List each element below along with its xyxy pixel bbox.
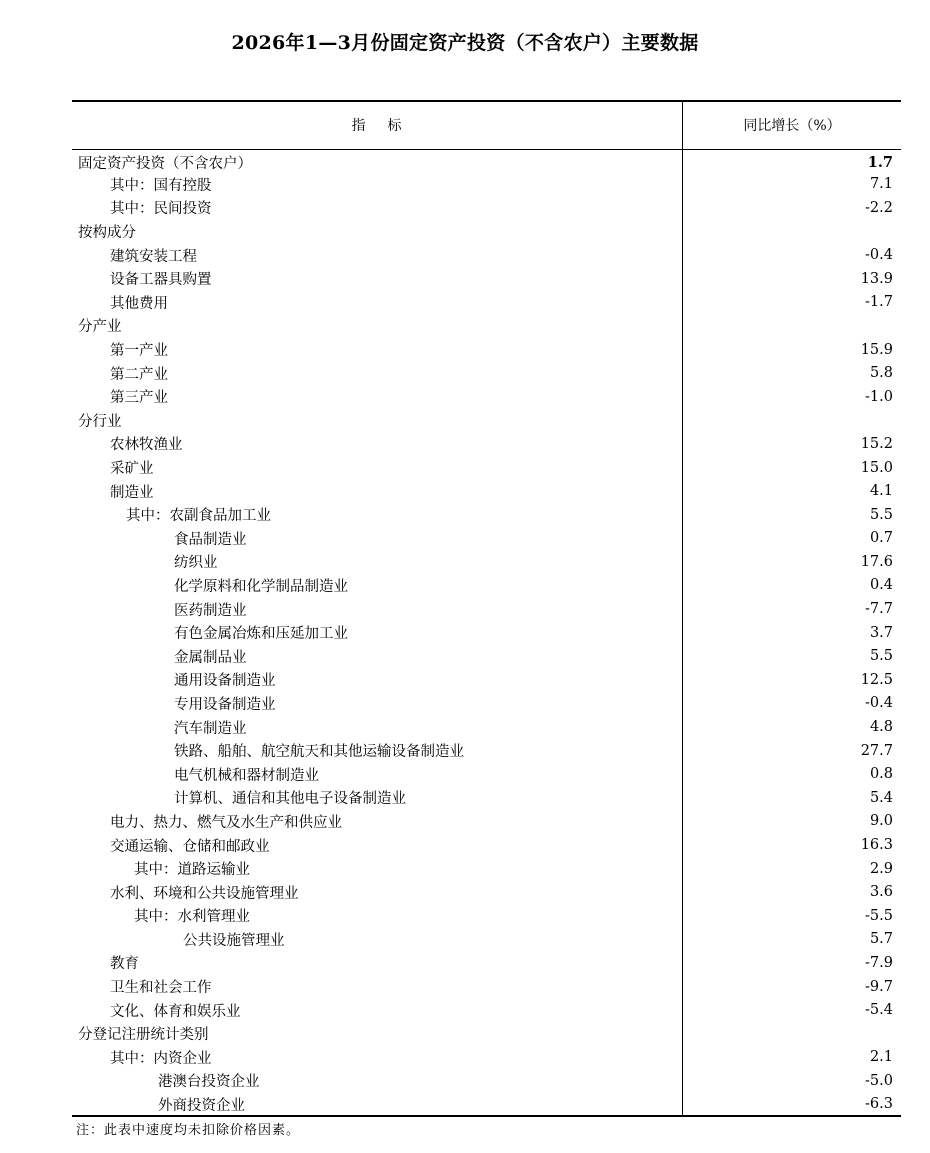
table-row bbox=[72, 338, 901, 362]
table-row bbox=[72, 1069, 901, 1093]
table-row bbox=[72, 1093, 901, 1117]
table-row bbox=[72, 149, 901, 173]
row-value: -0.4 bbox=[865, 247, 893, 264]
row-label: 第一产业 bbox=[72, 338, 683, 362]
table-row bbox=[72, 880, 901, 904]
table-row bbox=[72, 644, 901, 668]
row-label: 其中：国有控股 bbox=[72, 173, 683, 197]
table-row bbox=[72, 527, 901, 551]
row-value: 0.8 bbox=[869, 766, 893, 783]
table-row bbox=[72, 267, 901, 291]
row-value: -5.5 bbox=[865, 907, 893, 924]
table-row bbox=[72, 432, 901, 456]
row-label: 化学原料和化学制品制造业 bbox=[72, 574, 683, 598]
table-row bbox=[72, 951, 901, 975]
row-label: 分登记注册统计类别 bbox=[72, 1022, 683, 1046]
row-value: 5.5 bbox=[869, 506, 893, 523]
table-row bbox=[72, 220, 901, 244]
row-value: 15.9 bbox=[860, 341, 893, 358]
row-value: 4.1 bbox=[869, 483, 893, 500]
table-row bbox=[72, 409, 901, 433]
row-label: 卫生和社会工作 bbox=[72, 975, 683, 999]
row-label: 食品制造业 bbox=[72, 527, 683, 551]
table-row bbox=[72, 243, 901, 267]
row-value: 13.9 bbox=[860, 270, 893, 287]
row-label: 其中：农副食品加工业 bbox=[72, 503, 683, 527]
table-row bbox=[72, 314, 901, 338]
data-table bbox=[72, 100, 893, 1117]
row-label: 水利、环境和公共设施管理业 bbox=[72, 880, 683, 904]
row-value bbox=[683, 409, 902, 433]
row-label: 通用设备制造业 bbox=[72, 668, 683, 692]
row-value: 5.5 bbox=[869, 648, 893, 665]
page-title: 2026年1—3月份固定资产投资（不含农户）主要数据 bbox=[231, 32, 699, 54]
row-label: 专用设备制造业 bbox=[72, 692, 683, 716]
row-label: 金属制品业 bbox=[72, 644, 683, 668]
table-row bbox=[72, 361, 901, 385]
table-row bbox=[72, 692, 901, 716]
row-label: 其中：水利管理业 bbox=[72, 904, 683, 928]
row-value: -7.9 bbox=[865, 954, 893, 971]
row-value: 2.1 bbox=[869, 1049, 893, 1066]
row-value: 17.6 bbox=[860, 553, 893, 570]
row-value: 5.7 bbox=[869, 931, 893, 948]
table-row bbox=[72, 597, 901, 621]
row-value bbox=[683, 314, 902, 338]
row-value: -1.0 bbox=[865, 388, 893, 405]
row-label: 电气机械和器材制造业 bbox=[72, 762, 683, 786]
row-label: 汽车制造业 bbox=[72, 715, 683, 739]
row-label: 纺织业 bbox=[72, 550, 683, 574]
row-value: 15.0 bbox=[860, 459, 893, 476]
table-row bbox=[72, 857, 901, 881]
row-label: 农林牧渔业 bbox=[72, 432, 683, 456]
row-value bbox=[683, 220, 902, 244]
row-label: 有色金属冶炼和压延加工业 bbox=[72, 621, 683, 645]
table-row bbox=[72, 668, 901, 692]
table-row bbox=[72, 550, 901, 574]
row-value: 16.3 bbox=[860, 837, 893, 854]
table-row bbox=[72, 739, 901, 763]
row-label: 固定资产投资（不含农户） bbox=[72, 149, 683, 173]
table-row bbox=[72, 975, 901, 999]
row-label: 公共设施管理业 bbox=[72, 928, 683, 952]
row-label: 按构成分 bbox=[72, 220, 683, 244]
table-row bbox=[72, 904, 901, 928]
row-label: 其中：民间投资 bbox=[72, 196, 683, 220]
row-value: -9.7 bbox=[865, 978, 893, 995]
row-value: 1.7 bbox=[867, 153, 893, 171]
table-row bbox=[72, 291, 901, 315]
row-value: 7.1 bbox=[869, 176, 893, 193]
row-label: 分行业 bbox=[72, 409, 683, 433]
table-row bbox=[72, 715, 901, 739]
row-label: 制造业 bbox=[72, 479, 683, 503]
row-label: 分产业 bbox=[72, 314, 683, 338]
row-value: -7.7 bbox=[865, 601, 893, 618]
row-value: 4.8 bbox=[869, 719, 893, 736]
row-value: -0.4 bbox=[865, 695, 893, 712]
table-row bbox=[72, 385, 901, 409]
table-row bbox=[72, 503, 901, 527]
table-row bbox=[72, 833, 901, 857]
table-row bbox=[72, 173, 901, 197]
row-value: 12.5 bbox=[860, 671, 893, 688]
table-row bbox=[72, 1022, 901, 1046]
row-value: 27.7 bbox=[860, 742, 893, 759]
row-value: 3.6 bbox=[869, 884, 893, 901]
row-value bbox=[683, 1022, 902, 1046]
row-label: 第二产业 bbox=[72, 361, 683, 385]
table-row bbox=[72, 998, 901, 1022]
row-label: 医药制造业 bbox=[72, 597, 683, 621]
row-value: -2.2 bbox=[865, 199, 893, 216]
row-value: 0.7 bbox=[869, 530, 893, 547]
row-label: 电力、热力、燃气及水生产和供应业 bbox=[72, 810, 683, 834]
table-body bbox=[72, 149, 901, 1116]
table-row bbox=[72, 456, 901, 480]
row-label: 其他费用 bbox=[72, 291, 683, 315]
row-label: 其中：道路运输业 bbox=[72, 857, 683, 881]
indicator-header: 指标 bbox=[72, 101, 683, 149]
table-row bbox=[72, 786, 901, 810]
row-label: 教育 bbox=[72, 951, 683, 975]
row-label: 设备工器具购置 bbox=[72, 267, 683, 291]
row-value: -1.7 bbox=[865, 294, 893, 311]
table-row bbox=[72, 1046, 901, 1070]
row-value: 15.2 bbox=[860, 435, 893, 452]
growth-header: 同比增长（%） bbox=[683, 101, 902, 149]
table-row bbox=[72, 196, 901, 220]
table-row bbox=[72, 621, 901, 645]
row-value: 5.4 bbox=[869, 789, 893, 806]
table-row bbox=[72, 928, 901, 952]
table-row bbox=[72, 810, 901, 834]
row-value: 0.4 bbox=[869, 577, 893, 594]
row-value: 2.9 bbox=[869, 860, 893, 877]
table-header-row bbox=[72, 101, 901, 149]
table-row bbox=[72, 762, 901, 786]
row-value: -6.3 bbox=[683, 1093, 902, 1117]
footnote: 注：此表中速度均未扣除价格因素。 bbox=[76, 1123, 301, 1138]
row-label: 第三产业 bbox=[72, 385, 683, 409]
row-label: 计算机、通信和其他电子设备制造业 bbox=[72, 786, 683, 810]
table-row bbox=[72, 574, 901, 598]
row-label: 建筑安装工程 bbox=[72, 243, 683, 267]
row-label: 港澳台投资企业 bbox=[72, 1069, 683, 1093]
row-value: 3.7 bbox=[869, 624, 893, 641]
row-value: 5.8 bbox=[869, 365, 893, 382]
row-label: 采矿业 bbox=[72, 456, 683, 480]
row-label: 文化、体育和娱乐业 bbox=[72, 998, 683, 1022]
row-value: -5.4 bbox=[865, 1002, 893, 1019]
row-value: -5.0 bbox=[865, 1072, 893, 1089]
row-label: 交通运输、仓储和邮政业 bbox=[72, 833, 683, 857]
row-label: 其中：内资企业 bbox=[72, 1046, 683, 1070]
row-label: 外商投资企业 bbox=[72, 1093, 683, 1117]
row-label: 铁路、船舶、航空航天和其他运输设备制造业 bbox=[72, 739, 683, 763]
row-value: 9.0 bbox=[869, 813, 893, 830]
table-row bbox=[72, 479, 901, 503]
